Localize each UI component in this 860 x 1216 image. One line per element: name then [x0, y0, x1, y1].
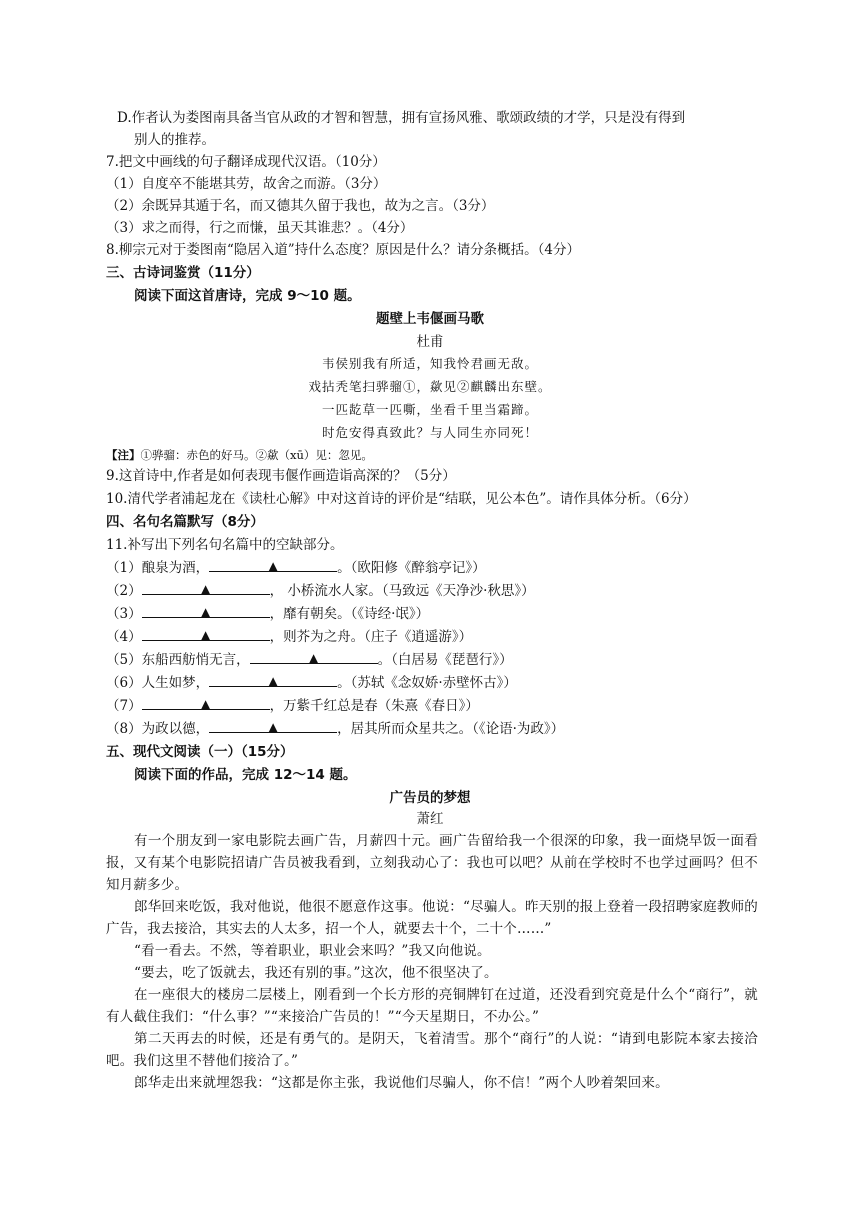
article-paragraph-3: “看一看去。不然，等着职业，职业会来吗？”我又向他说。 [134, 943, 491, 959]
question-7: 7.把文中画线的句子翻译成现代汉语。（10分） [106, 154, 386, 170]
fill-item-3 [106, 603, 429, 625]
blank-triangle-icon: ▲ [200, 605, 211, 619]
fill-item-7 [106, 695, 479, 717]
blank-triangle-icon: ▲ [308, 651, 319, 665]
article-paragraph-5: 在一座很大的楼房二层楼上，刚看到一个长方形的亮铜牌钉在过道，还没看到究竟是什么个“商行”，就有人截住我们：“什么事？”“来接洽广告员的！”“今天星期日，不办公。” [106, 987, 758, 1025]
fill-item-8-post: ，居其所而众星共之。（《论语·为政》） [337, 721, 565, 737]
blank-triangle-icon: ▲ [200, 628, 211, 642]
question-9: 9.这首诗中,作者是如何表现韦偃作画造诣高深的？（5分） [106, 468, 456, 484]
fill-blank-8[interactable] [209, 718, 337, 733]
fill-item-8-pre: （8）为政以德， [106, 721, 210, 737]
fill-item-3-post: ，靡有朝矣。（《诗经·氓》） [269, 606, 430, 622]
poem-line-2: 戏拈秃笔扫骅骝①，歘见②麒麟出东壁。 [308, 379, 552, 394]
blank-triangle-icon: ▲ [268, 559, 278, 573]
fill-item-7-post: ，万紫千红总是春（朱熹《春日》） [269, 698, 479, 714]
fill-blank-2[interactable] [142, 580, 270, 595]
fill-item-4-pre: （4） [106, 629, 142, 645]
article-author: 萧红 [416, 811, 444, 827]
fill-item-6-pre: （6）人生如梦， [106, 675, 210, 691]
article-paragraph-2: 郎华回来吃饭，我对他说，他很不愿意作这事。他说：“尽骗人。昨天别的报上登着一段招聘家庭教师的广告，我去接洽，其实去的人太多，招一个人，就要去十个，二十个……” [106, 899, 758, 937]
fill-item-2-pre: （2） [106, 583, 142, 599]
fill-item-5 [106, 649, 513, 671]
question-7-item-2: （2）余既异其遁于名，而又德其久留于我也，故为之言。（3分） [106, 198, 495, 214]
fill-blank-6[interactable] [209, 672, 337, 687]
section-5-instruction: 阅读下面的作品，完成 12～14 题。 [134, 767, 357, 783]
option-d-line2: 别人的推荐。 [134, 132, 215, 148]
blank-triangle-icon: ▲ [268, 674, 278, 688]
fill-blank-1[interactable] [209, 557, 337, 572]
fill-item-5-pre: （5）东船西舫悄无言， [106, 652, 250, 668]
article-paragraph-1: 有一个朋友到一家电影院去画广告，月薪四十元。画广告留给我一个很深的印象，我一面烧早饭一面看报，又有某个电影院招请广告员被我看到，立刻我动心了：我也可以吧？从前在学校时不也学过画吗？但不知月薪多少。 [106, 833, 758, 893]
article-paragraph-7: 郎华走出来就埋怨我：“这都是你主张，我说他们尽骗人，你不信！”两个人吵着架回来。 [134, 1075, 669, 1091]
question-11: 11.补写出下列名句名篇中的空缺部分。 [106, 537, 344, 553]
section-4-heading: 四、名句名篇默写（8分） [106, 514, 264, 530]
fill-item-6-post: 。（苏轼《念奴娇·赤壁怀古》） [337, 675, 517, 691]
fill-item-1-post: 。（欧阳修《醉翁亭记》） [337, 560, 486, 576]
question-8: 8.柳宗元对于娄图南“隐居入道”持什么态度？原因是什么？请分条概括。（4分） [106, 242, 581, 258]
blank-triangle-icon: ▲ [200, 697, 211, 711]
question-7-item-1: （1）自度卒不能堪其劳，故舍之而游。（3分） [106, 176, 387, 192]
section-3-instruction: 阅读下面这首唐诗，完成 9～10 题。 [134, 288, 361, 304]
fill-item-4-post: ，则芥为之舟。（庄子《逍遥游》） [269, 629, 473, 645]
blank-triangle-icon: ▲ [200, 582, 211, 596]
fill-item-3-pre: （3） [106, 606, 142, 622]
poem-author: 杜甫 [416, 334, 444, 350]
fill-item-2 [106, 580, 535, 602]
option-d-line1: D.作者认为娄图南具备当官从政的才智和智慧，拥有宣扬风雅、歌颂政绩的才学，只是没有得到 [117, 110, 686, 126]
fill-blank-7[interactable] [142, 695, 270, 710]
fill-item-8 [106, 718, 564, 740]
blank-triangle-icon: ▲ [268, 720, 278, 734]
poem-note [106, 444, 373, 466]
poem-line-1: 韦侯别我有所适，知我怜君画无敌。 [321, 356, 538, 371]
fill-item-1-pre: （1）酿泉为酒， [106, 560, 210, 576]
section-5-heading: 五、现代文阅读（一）（15分） [106, 744, 294, 760]
article-paragraph-4: “要去，吃了饭就去，我还有别的事。”这次，他不很坚决了。 [134, 965, 498, 981]
poem-note-label: 【注】 [106, 448, 141, 462]
question-10: 10.清代学者浦起龙在《读杜心解》中对这首诗的评价是“结联，见公本色”。请作具体分析。（6分） [106, 491, 697, 507]
fill-blank-4[interactable] [142, 626, 270, 641]
poem-title: 题壁上韦偃画马歌 [376, 311, 484, 327]
fill-item-7-pre: （7） [106, 698, 142, 714]
article-paragraph-6: 第二天再去的时候，还是有勇气的。是阴天，飞着清雪。那个“商行”的人说：“请到电影院本家去接洽吧。我们这里不替他们接洽了。” [106, 1031, 758, 1069]
fill-item-5-post: 。（白居易《琵琶行》） [377, 652, 513, 668]
fill-item-4 [106, 626, 472, 648]
fill-blank-5[interactable] [250, 649, 378, 664]
fill-item-1 [106, 557, 486, 579]
fill-blank-3[interactable] [142, 603, 270, 618]
article-title: 广告员的梦想 [389, 790, 471, 806]
section-3-heading: 三、古诗词鉴赏（11分） [106, 265, 260, 281]
fill-item-6 [106, 672, 517, 694]
question-7-item-3: （3）求之而得，行之而慊，虽天其谁悲？。（4分） [106, 220, 414, 236]
fill-item-2-post: ， 小桥流水人家。（马致远《天净沙·秋思》） [269, 583, 535, 599]
poem-line-3: 一匹龁草一匹嘶，坐看千里当霜蹄。 [321, 402, 538, 417]
poem-note-text: ①骅骝：赤色的好马。②歘（xū）见：忽见。 [140, 448, 373, 462]
poem-line-4: 时危安得真致此？与人同生亦同死！ [321, 425, 538, 440]
